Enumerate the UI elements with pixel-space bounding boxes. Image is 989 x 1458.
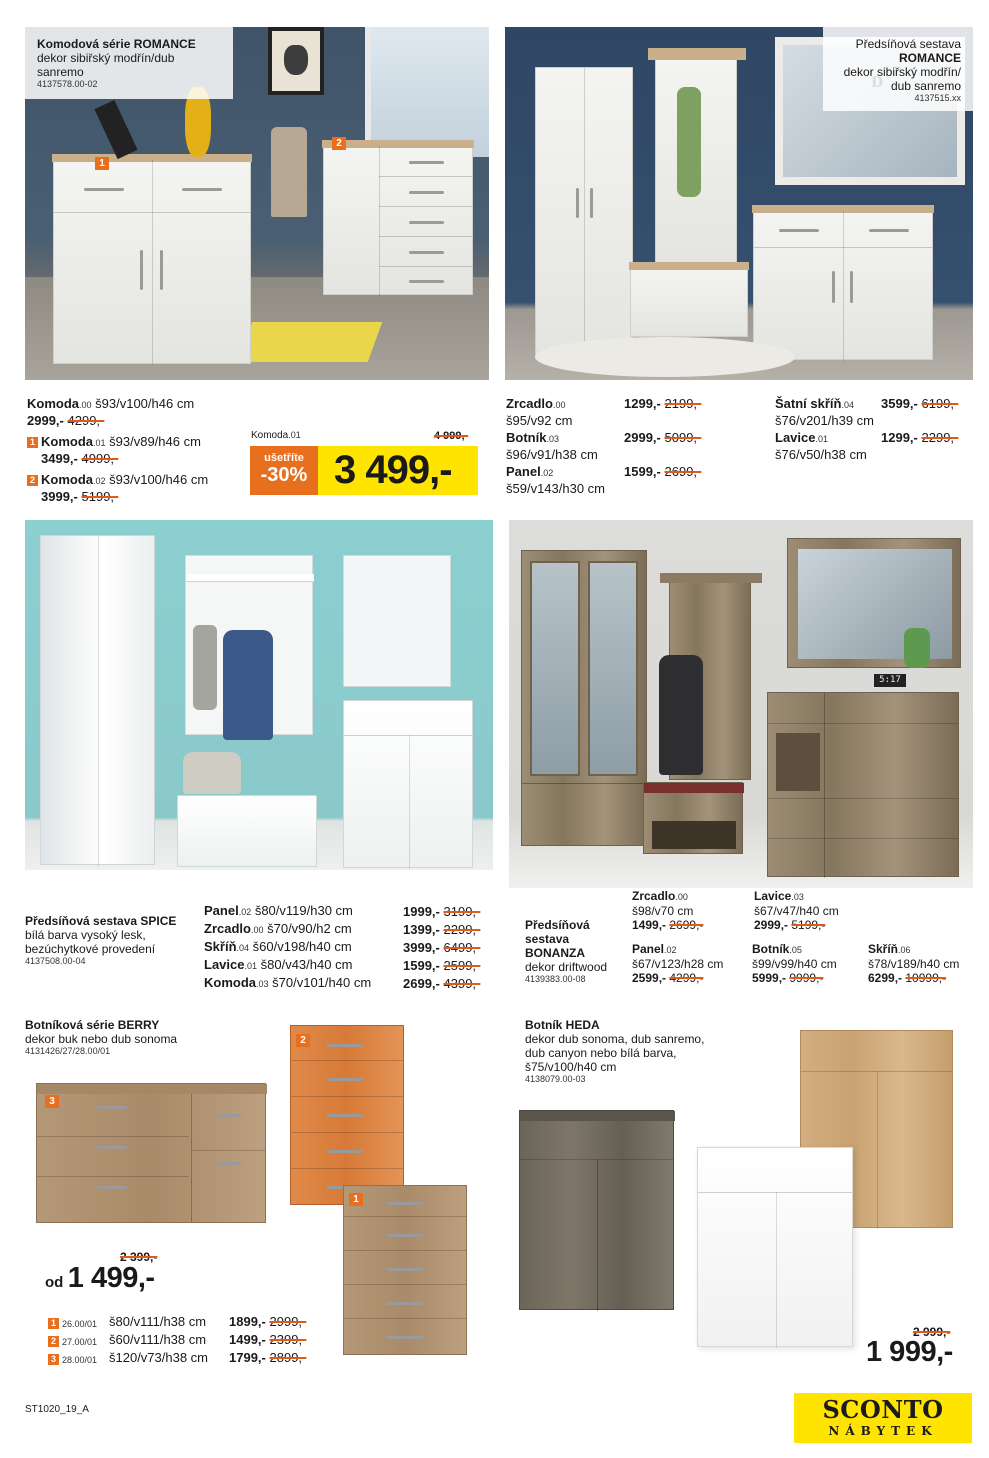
bonanza-item: Zrcadlo.00 š98/v70 cm 1499,- 2699,- — [632, 889, 704, 932]
cactus — [904, 628, 930, 668]
clock: 5:17 — [874, 674, 906, 687]
sconto-logo — [794, 1393, 972, 1443]
dresser-2 — [323, 145, 473, 295]
promo-label: Komoda.01 — [251, 430, 301, 441]
white-rug — [535, 337, 795, 377]
product-title: Botník HEDA — [525, 1018, 600, 1032]
heda-cabinet-white — [697, 1147, 853, 1347]
price-prefix: od — [45, 1274, 64, 1291]
heda-label — [525, 1018, 765, 1084]
bonanza-label — [525, 918, 630, 984]
price-row: 2 27.00/01 š60/v111/h38 cm 1499,- 2399,- — [48, 1332, 328, 1350]
romance-hallway-prices-col1 — [506, 396, 716, 498]
discount-percent: -30% — [260, 464, 308, 486]
spice-label — [25, 914, 203, 966]
dresser — [343, 700, 473, 868]
shoe-cabinet — [767, 692, 959, 877]
product-code: 4137515.xx — [914, 93, 961, 103]
promo-price: 3 499,- — [334, 448, 452, 492]
product-desc: dekor dub sonoma, dub sanremo, — [525, 1032, 705, 1046]
grey-scarf — [193, 625, 217, 710]
badge-3: 3 — [45, 1095, 59, 1108]
product-desc: dub canyon nebo bílá barva, — [525, 1046, 677, 1060]
bonanza-item: Botník.05 š99/v99/h40 cm 5999,- 9999,- — [752, 942, 837, 985]
product-desc: dekor sibiřský modřín/ dub sanremo — [843, 65, 961, 93]
price-row: Skříň.04 š60/v198/h40 cm 3999,- 6499,- — [204, 939, 481, 955]
product-code: 4131426/27/28.00/01 — [25, 1046, 111, 1056]
berry-price — [45, 1262, 155, 1295]
price-row: Šatní skříň.04 š76/v201/h39 cm 3599,- 6199,- — [775, 396, 959, 428]
price-row: Lavice.01 š80/v43/h40 cm 1599,- 2599,- — [204, 957, 481, 973]
price-row: 1 26.00/01 š80/v111/h38 cm 1899,- 2999,- — [48, 1314, 328, 1332]
bonanza-item: Skříň.06 š78/v189/h40 cm 6299,- 10999,- — [868, 942, 960, 985]
discount-badge — [250, 446, 318, 495]
product-desc: dekor sibiřský modřín/dub sanremo — [37, 51, 175, 79]
price-row: Zrcadlo.00 š95/v92 cm 1299,- 2199,- — [506, 396, 702, 428]
berry-old-price: 2 399,- — [120, 1250, 158, 1264]
product-title: Předsíňová sestava BONANZA — [525, 918, 590, 960]
dresser-1 — [53, 159, 251, 364]
bench — [177, 795, 317, 867]
spice-prices — [204, 902, 494, 992]
glass-cabinet — [521, 550, 647, 846]
bench — [643, 782, 743, 854]
heda-price: 1 999,- — [866, 1336, 953, 1368]
lamp — [94, 100, 137, 159]
handbag — [183, 752, 241, 794]
product-desc: š75/v100/h40 cm — [525, 1060, 617, 1074]
page-code: ST1020_19_A — [25, 1404, 89, 1415]
photo-bonanza-hallway — [509, 520, 973, 888]
price-row: Lavice.01 š76/v50/h38 cm 1299,- 2299,- — [775, 430, 959, 462]
green-scarf — [677, 87, 701, 197]
product-desc: dekor driftwood — [525, 960, 608, 974]
yellow-rug — [238, 322, 383, 362]
product-code: 4137508.00-04 — [25, 956, 86, 966]
discount-save-label: ušetříte — [264, 452, 304, 464]
product-title: Komodová série ROMANCE — [37, 37, 196, 51]
romance-hallway-prices-col2 — [775, 396, 975, 464]
window — [365, 27, 489, 157]
promo-old-price: 4 999,- — [434, 430, 469, 442]
berry-label — [25, 1018, 265, 1056]
berry-cabinet-3 — [36, 1083, 266, 1223]
product-code: 4137578.00-02 — [37, 79, 98, 89]
price-row: Zrcadlo.00 š70/v90/h2 cm 1399,- 2299,- — [204, 921, 481, 937]
photo-spice-hallway — [25, 520, 493, 870]
heda-old-price: 2 999,- — [913, 1325, 951, 1339]
bonanza-item: Panel.02 š67/v123/h28 cm 2599,- 4299,- — [632, 942, 724, 985]
product-title: Předsíňová sestava SPICE — [25, 914, 177, 928]
logo-bottom-text: NÁBYTEK — [828, 1424, 938, 1438]
berry-prices — [48, 1314, 328, 1368]
product-title: Předsíňová sestava ROMANCE — [855, 37, 961, 65]
dark-jacket — [659, 655, 703, 775]
product-code: 4139383.00-08 — [525, 974, 586, 984]
price-row: 1 Komoda.01 š93/v89/h46 cm 3499,- 4999,- — [27, 434, 242, 466]
badge-1: 1 — [95, 157, 109, 170]
photo-romance-hallway — [505, 27, 973, 380]
badge-1: 1 — [349, 1193, 363, 1206]
mirror — [787, 538, 961, 668]
wardrobe — [535, 67, 633, 357]
badge-2: 2 — [332, 137, 346, 150]
romance-hallway-label — [823, 27, 973, 111]
price-row: Komoda.00 š93/v100/h46 cm 2999,- 4299,- — [27, 396, 195, 428]
price-row: Komoda.03 š70/v101/h40 cm 2699,- 4399,- — [204, 975, 481, 991]
price-row: Botník.03 š96/v91/h38 cm 2999,- 5099,- — [506, 430, 702, 462]
coat-hanging — [271, 127, 307, 217]
promo-price-box — [250, 446, 478, 495]
product-desc: dekor buk nebo dub sonoma — [25, 1032, 178, 1046]
heda-cabinet-canyon — [519, 1110, 674, 1310]
price-row: 2 Komoda.02 š93/v100/h46 cm 3999,- 5199,- — [27, 472, 242, 504]
romance-dressers-label — [25, 27, 233, 99]
price-row: Panel.02 š59/v143/h30 cm 1599,- 2699,- — [506, 464, 702, 496]
romance-dressers-prices — [27, 396, 242, 504]
logo-top-text: SCONTO — [822, 1395, 944, 1424]
blue-jacket — [223, 630, 273, 740]
price-value: 1 499,- — [67, 1262, 155, 1294]
mirror — [343, 555, 451, 687]
photo-romance-dressers — [25, 27, 489, 380]
product-title: Botníková série BERRY — [25, 1018, 160, 1032]
product-code: 4138079.00-03 — [525, 1074, 586, 1084]
berry-cabinet-1 — [343, 1185, 467, 1355]
berry-cabinet-2 — [290, 1025, 404, 1205]
shoe-cabinet — [753, 210, 933, 360]
price-row: Panel.02 š80/v119/h30 cm 1999,- 3199,- — [204, 903, 481, 919]
product-desc: bílá barva vysoký lesk, bezúchytkové provedení — [25, 928, 156, 956]
bonanza-item: Lavice.03 š67/v47/h40 cm 2999,- 5199,- — [754, 889, 839, 932]
price-row: 3 28.00/01 š120/v73/h38 cm 1799,- 2899,- — [48, 1350, 328, 1368]
badge-2: 2 — [296, 1034, 310, 1047]
bench — [630, 267, 748, 337]
picture-frame-dog — [268, 27, 324, 95]
tall-cabinet — [40, 535, 155, 865]
